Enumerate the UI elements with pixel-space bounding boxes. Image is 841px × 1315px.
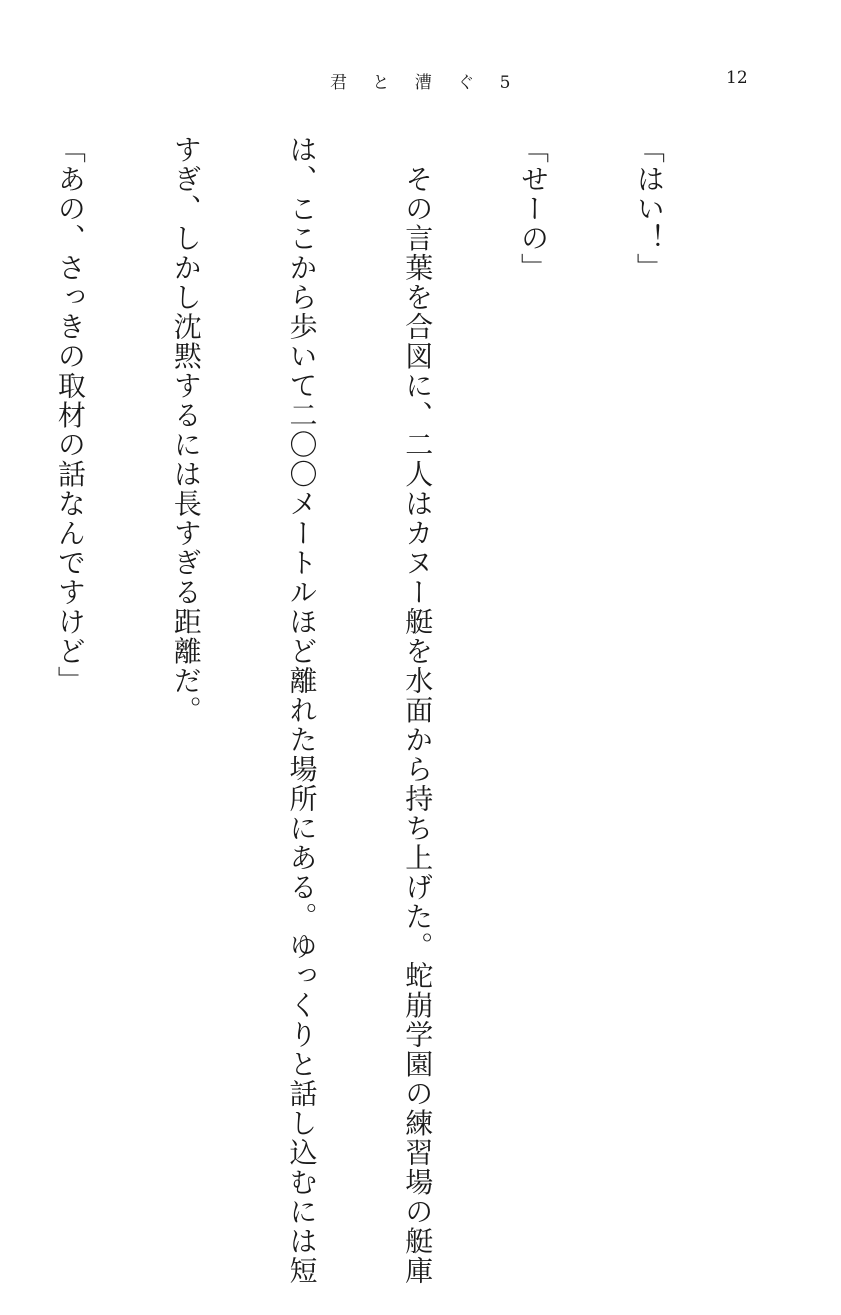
running-header-title: 君 と 漕 ぐ 5 xyxy=(330,73,521,93)
text-line: 「はい！」 xyxy=(632,135,666,283)
text-line: その言葉を合図に、二人はカヌー艇を水面から持ち上げた。蛇崩学園の練習場の艇庫 xyxy=(401,135,435,1286)
text-line: 「あの、さっきの取材の話なんですけど」 xyxy=(53,135,87,696)
novel-body-text xyxy=(0,135,745,1286)
text-line: 「せーの」 xyxy=(517,135,551,283)
text-line: すぎ、しかし沈黙するには長すぎる距離だ。 xyxy=(169,135,203,725)
text-line: は、ここから歩いて二〇〇メートルほど離れた場所にある。ゆっくりと話し込むには短 xyxy=(285,135,319,1286)
page-number: 12 xyxy=(726,68,748,88)
